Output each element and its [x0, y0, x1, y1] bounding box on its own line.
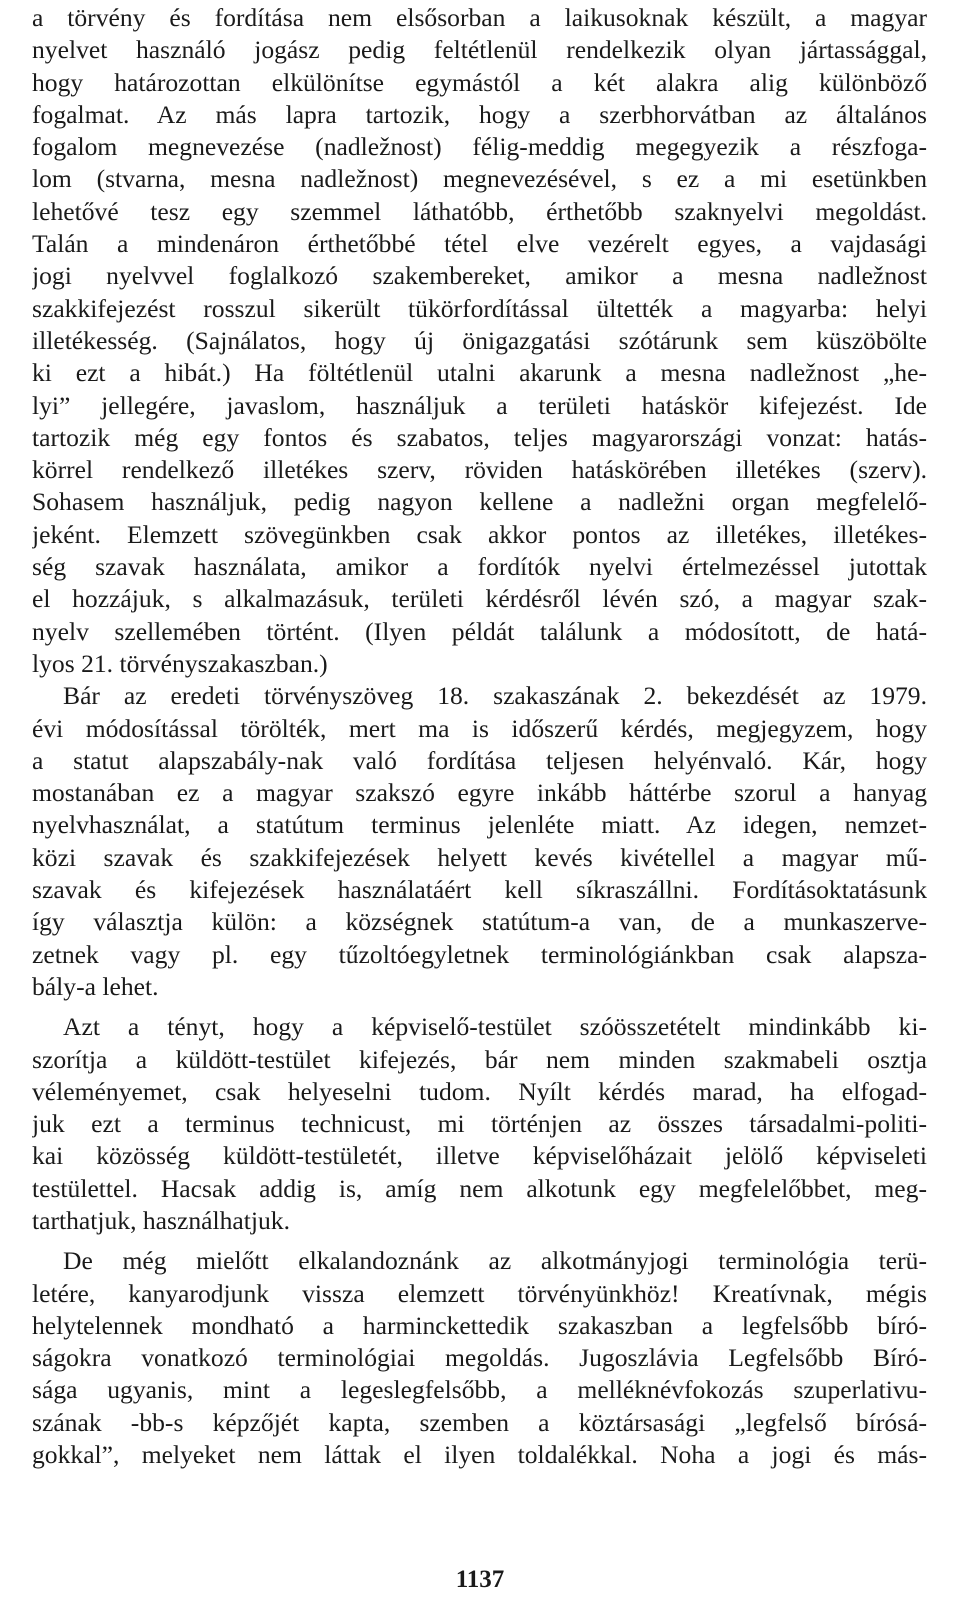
- text-line: tarthatjuk, használhatjuk.: [32, 1205, 290, 1235]
- text-line: hogy határozottan elkülönítse egymástól a két alakra alig különböző: [32, 67, 927, 97]
- text-line: közi szavak és szakkifejezések helyett kevés kivétellel a magyar mű-: [32, 842, 927, 872]
- paragraph-spacer: [32, 1003, 927, 1011]
- text-line: lehetővé tesz egy szemmel láthatóbb, érthetőbb szaknyelvi megoldást.: [32, 196, 927, 226]
- text-line: kai közösség küldött-testületét, illetve képviselőházait jelölő képviseleti: [32, 1141, 927, 1171]
- text-line: nyelv szellemében történt. (Ilyen példát találunk a módosított, de hatá-: [32, 616, 927, 646]
- text-line: bály-a lehet.: [32, 971, 159, 1001]
- text-line: a törvény és fordítása nem elsősorban a laikusoknak készült, a magyar: [32, 3, 927, 32]
- paragraph-2: [32, 680, 927, 1003]
- text-line: ki ezt a hibát.) Ha föltétlenül utalni akarunk a mesna nadležnost „he-: [32, 358, 927, 388]
- paragraph-1: [32, 2, 927, 680]
- text-line: szavak és kifejezések használatáért kell síkraszállni. Fordításoktatásunk: [32, 875, 927, 905]
- text-line: lyi” jellegére, javaslom, használjuk a területi hatáskör kifejezést. Ide: [32, 390, 927, 420]
- text-line: testülettel. Hacsak addig is, amíg nem alkotunk egy megfelelőbbet, meg-: [32, 1173, 927, 1203]
- text-line: ságokra vonatkozó terminológiai megoldás. Jugoszlávia Legfelsőbb Bíró-: [32, 1343, 927, 1373]
- text-line: évi módosítással törölték, mert ma is időszerű kérdés, megjegyzem, hogy: [32, 713, 927, 743]
- text-line: mostanában ez a magyar szakszó egyre inkább háttérbe szorul a hanyag: [32, 778, 927, 808]
- text-line: juk ezt a terminus technicust, mi történjen az összes társadalmi-politi-: [32, 1109, 927, 1139]
- text-line: De még mielőtt elkalandoznánk az alkotmányjogi terminológia terü-: [63, 1246, 927, 1276]
- text-line: a statut alapszabály-nak való fordítása teljesen helyénvaló. Kár, hogy: [32, 745, 927, 775]
- text-line: fogalom megnevezése (nadležnost) félig-meddig megegyezik a részfoga-: [32, 132, 927, 162]
- text-line: szának -bb-s képzőjét kapta, szemben a köztársasági „legfelső bírósá-: [32, 1407, 927, 1437]
- text-line: zetnek vagy pl. egy tűzoltóegyletnek terminológiánkban csak alapsza-: [32, 939, 927, 969]
- text-line: nyelvet használó jogász pedig feltétlenül rendelkezik olyan jártassággal,: [32, 35, 927, 65]
- text-line: véleményemet, csak helyeselni tudom. Nyílt kérdés marad, ha elfogad-: [32, 1076, 927, 1106]
- text-line: körrel rendelkező illetékes szerv, röviden hatáskörében illetékes (szerv).: [32, 455, 927, 485]
- page-number: 1137: [455, 1566, 505, 1593]
- text-line: el hozzájuk, s alkalmazásuk, területi kérdésről lévén szó, a magyar szak-: [32, 584, 927, 614]
- text-line: ség szavak használata, amikor a fordítók nyelvi értelmezéssel jutottak: [32, 552, 927, 582]
- document-page: [32, 2, 927, 1471]
- text-line: így választja külön: a községnek statútum-a van, de a munkaszerve-: [32, 907, 927, 937]
- text-line: illetékesség. (Sajnálatos, hogy új önigazgatási szótárunk sem küszöbölte: [32, 325, 927, 355]
- text-line: Sohasem használjuk, pedig nagyon kellene a nadležni organ megfelelő-: [32, 487, 927, 517]
- paragraph-4: [32, 1245, 927, 1471]
- text-line: Azt a tényt, hogy a képviselő-testület szóösszetételt mindinkább ki-: [63, 1012, 927, 1042]
- text-line: jogi nyelvvel foglalkozó szakembereket, amikor a mesna nadležnost: [32, 261, 927, 291]
- paragraph-spacer: [32, 1237, 927, 1245]
- text-line: gokkal”, melyeket nem láttak el ilyen toldalékkal. Noha a jogi és más-: [32, 1440, 927, 1470]
- text-line: lyos 21. törvényszakaszban.): [32, 648, 328, 678]
- text-line: Talán a mindenáron érthetőbbé tétel elve vezérelt egyes, a vajdasági: [32, 229, 927, 259]
- text-line: sága ugyanis, mint a legeslegfelsőbb, a melléknévfokozás szuperlativu-: [32, 1375, 927, 1405]
- text-line: fogalmat. Az más lapra tartozik, hogy a szerbhorvátban az általános: [32, 99, 927, 129]
- text-line: jeként. Elemzett szövegünkben csak akkor pontos az illetékes, illetékes-: [32, 519, 927, 549]
- paragraph-3: [32, 1011, 927, 1237]
- text-line: letére, kanyarodjunk vissza elemzett törvényünkhöz! Kreatívnak, mégis: [32, 1278, 927, 1308]
- text-line: helytelennek mondható a harminckettedik szakaszban a legfelsőbb bíró-: [32, 1310, 927, 1340]
- text-line: lom (stvarna, mesna nadležnost) megnevezésével, s ez a mi esetünkben: [32, 164, 927, 194]
- text-line: Bár az eredeti törvényszöveg 18. szakaszának 2. bekezdését az 1979.: [63, 681, 927, 711]
- text-line: szorítja a küldött-testület kifejezés, bár nem minden szakmabeli osztja: [32, 1044, 927, 1074]
- text-line: tartozik még egy fontos és szabatos, teljes magyarországi vonzat: hatás-: [32, 422, 927, 452]
- text-line: szakkifejezést rosszul sikerült tükörfordítással ültették a magyarba: helyi: [32, 293, 927, 323]
- text-line: nyelvhasználat, a statútum terminus jelenléte miatt. Az idegen, nemzet-: [32, 810, 927, 840]
